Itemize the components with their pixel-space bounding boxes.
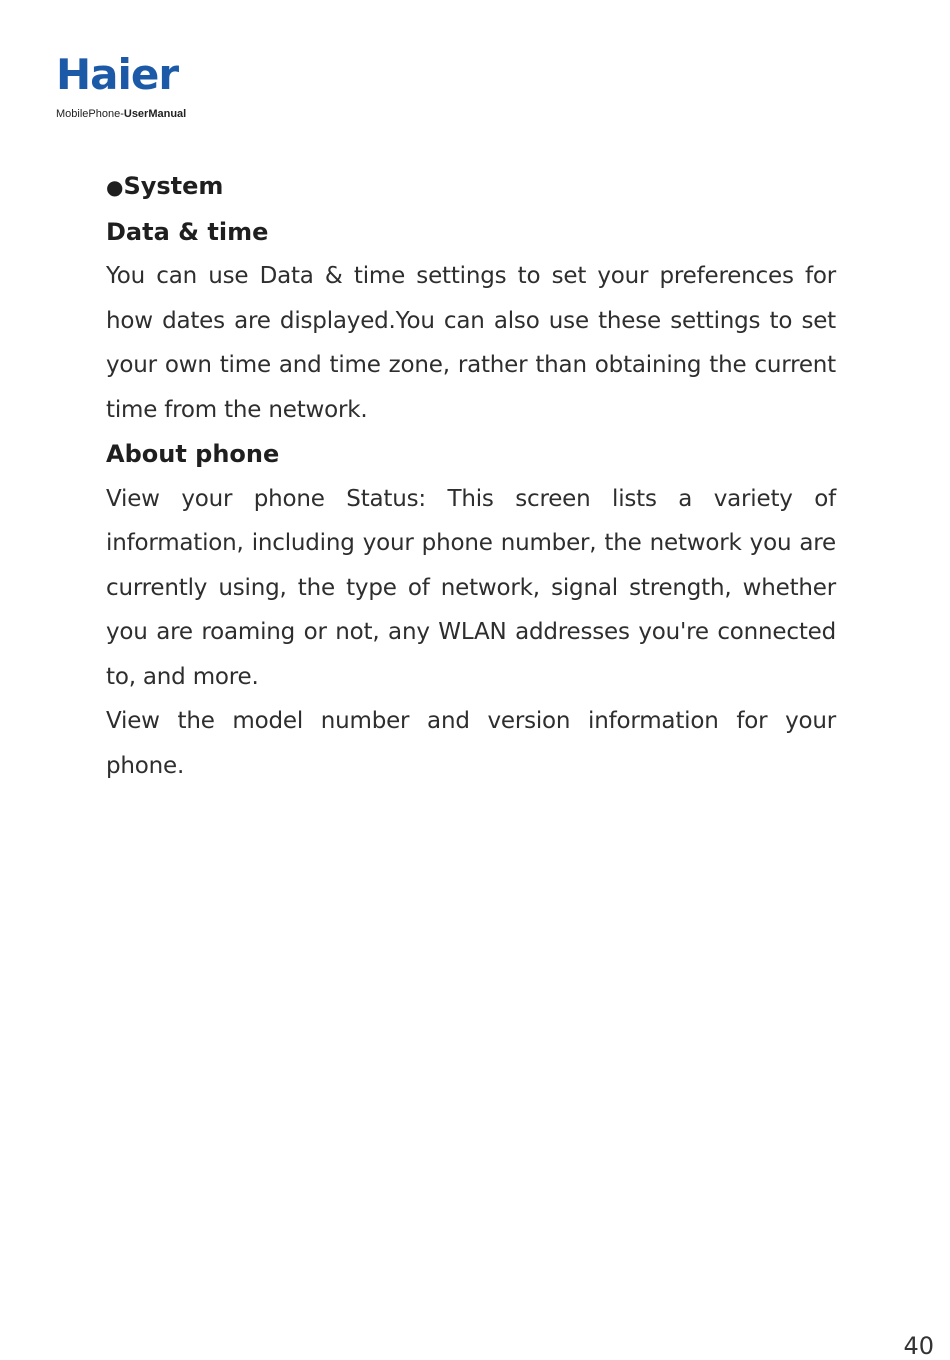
bullet-icon: ● — [106, 175, 124, 199]
page-content — [106, 164, 836, 788]
page-number: 40 — [903, 1332, 934, 1360]
section-title — [106, 164, 836, 210]
subtitle-regular: MobilePhone- — [56, 108, 124, 120]
section-title-text: System — [123, 172, 224, 200]
subtitle-bold: UserManual — [123, 108, 187, 120]
paragraph-model-number: View the model number and version information for your phone. — [106, 708, 836, 779]
heading-data-time: Data & time — [106, 217, 269, 246]
paragraph-phone-status: View your phone Status: This screen lists a variety of information, including your phone number, the network you are currently using, the type of network, signal strength, whether you are roaming or not, any WLAN addresses you're connected to, and more. — [106, 485, 836, 690]
paragraph-data-time: You can use Data & time settings to set your preferences for how dates are displayed.You can also use these settings to set your own time and time zone, rather than obtaining the current time from the network. — [106, 263, 836, 423]
manual-subtitle — [56, 107, 186, 121]
haier-logo: Haier — [56, 50, 179, 99]
heading-about-phone: About phone — [106, 440, 280, 468]
